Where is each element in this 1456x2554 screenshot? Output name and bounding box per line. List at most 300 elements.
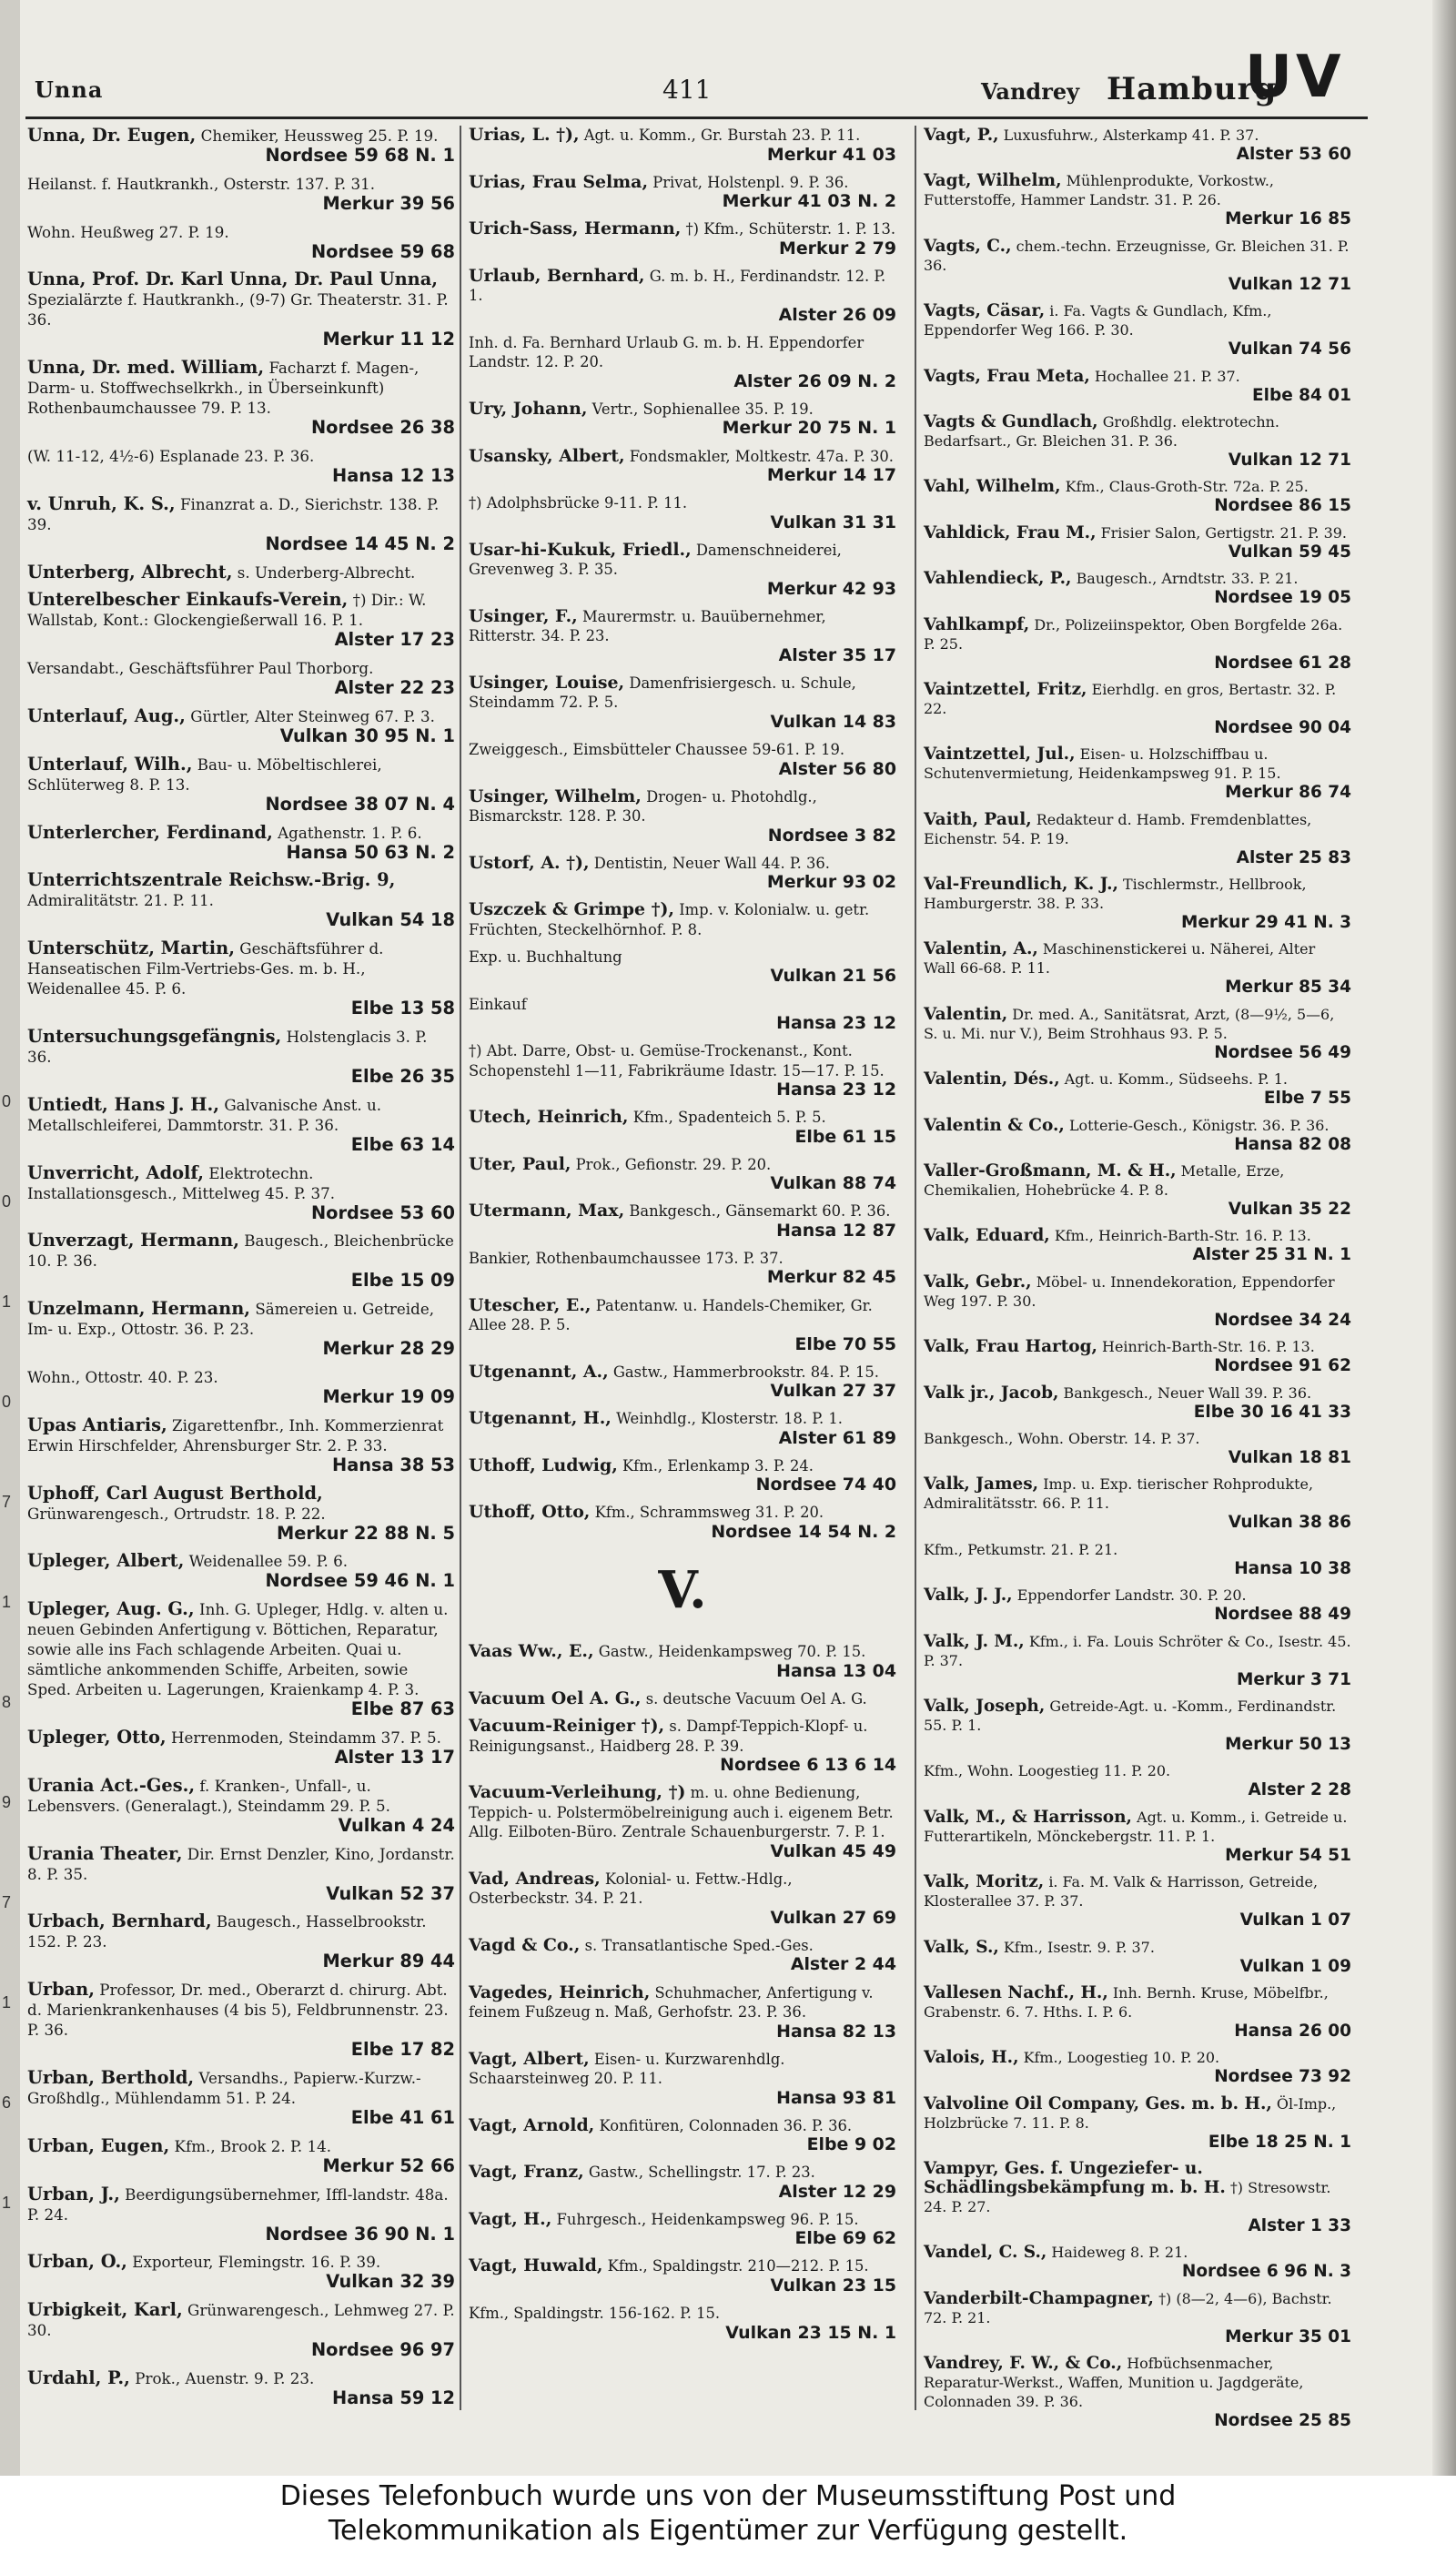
entry-name: Untiedt, Hans J. H., (27, 1093, 219, 1115)
entry-description: Kfm., Petkumstr. 21. P. 21. (924, 1540, 1118, 1558)
entry-phone-number: Elbe 17 82 (350, 2039, 455, 2061)
directory-entry (924, 1808, 1351, 1865)
entry-phone-number: Hansa 23 12 (776, 1013, 896, 1033)
entry-name: Valvoline Oil Company, Ges. m. b. H., (924, 2093, 1272, 2113)
entry-phone-number: Merkur 14 17 (766, 465, 896, 486)
directory-entry (469, 740, 896, 779)
entry-name: Vaintzettel, Jul., (924, 745, 1076, 765)
entry-description: Damenfrisiergesch. u. Schule, Steindamm 72. P. 5. (469, 674, 856, 712)
directory-entry (27, 2136, 455, 2176)
entry-description: †) Adolphsbrücke 9-11. P. 11. (469, 494, 688, 512)
entry-name: Unzelmann, Hermann, (27, 1298, 251, 1320)
entry-description: Dir. Ernst Denzler, Kino, Jordanstr. 8. P. 35. (27, 1844, 455, 1883)
entry-name: Unterlercher, Ferdinand, (27, 821, 273, 843)
entry-name: Urich-Sass, Hermann, (469, 218, 682, 239)
header-city: Hamburg (1107, 71, 1278, 107)
entry-phone-number: Nordsee 74 40 (755, 1475, 896, 1495)
entry-description: Wohn. Heußweg 27. P. 19. (27, 222, 229, 241)
directory-entry (27, 1911, 455, 1971)
entry-phone-number: Vulkan 74 56 (1228, 340, 1351, 360)
entry-description: Admiralitätstr. 21. P. 11. (27, 891, 214, 910)
directory-entry (924, 2048, 1351, 2086)
directory-entry (469, 173, 896, 212)
page-edge-right (1432, 0, 1456, 2476)
entry-name: Valk, Moritz, (924, 1872, 1045, 1892)
directory-entry (469, 1936, 896, 1975)
entry-description: Sämereien u. Getreide, Im- u. Exp., Ottostr. 36. P. 23. (27, 1300, 435, 1339)
entry-name: Valk, Eduard, (924, 1226, 1050, 1246)
entry-phone-number: Merkur 54 51 (1225, 1845, 1351, 1865)
entry-description: Agt. u. Komm., i. Getreide u. Futterartikeln, Mönckebergstr. 11. P. 1. (924, 1808, 1348, 1845)
entry-name: Vad, Andreas, (469, 1868, 601, 1889)
entry-name: Urbach, Bernhard, (27, 1910, 212, 1932)
directory-entry (924, 2159, 1351, 2235)
entry-phone-number: Alster 35 17 (778, 644, 896, 665)
entry-name: Vandrey, F. W., & Co., (924, 2354, 1123, 2374)
entry-name: Ustorf, A. †), (469, 852, 590, 873)
entry-phone-number: Merkur 16 85 (1225, 209, 1351, 229)
entry-phone-number: Merkur 20 75 N. 1 (722, 418, 896, 439)
entry-phone-number: Alster 61 89 (778, 1427, 896, 1448)
entry-name: Val-Freundlich, K. J., (924, 875, 1118, 895)
entry-description: Kfm., Claus-Groth-Str. 72a. P. 25. (1065, 478, 1309, 496)
entry-phone-number: Elbe 13 58 (350, 998, 455, 1019)
directory-entry (469, 2210, 896, 2249)
entry-name: Utgenannt, A., (469, 1361, 609, 1382)
directory-entry (469, 2304, 896, 2343)
entry-description: s. deutsche Vacuum Oel A. G. (645, 1690, 867, 1708)
header-first-entry: Unna (35, 76, 104, 103)
entry-description: Agt. u. Komm., Südseehs. P. 1. (1064, 1070, 1288, 1089)
entry-description: Lotterie-Gesch., Königstr. 36. P. 36. (1068, 1116, 1330, 1134)
entry-name: Uthoff, Ludwig, (469, 1454, 618, 1475)
directory-entry (924, 1761, 1351, 1799)
entry-phone-number: Alster 26 09 N. 2 (733, 370, 896, 391)
entry-description: G. m. b. H., Ferdinandstr. 12. P. 1. (469, 267, 886, 305)
entry-name: Vandel, C. S., (924, 2243, 1047, 2263)
entry-phone-number: Nordsee 6 96 N. 3 (1181, 2262, 1351, 2282)
entry-name: Urbigkeit, Karl, (27, 2299, 183, 2321)
entry-description: Einkauf (469, 995, 527, 1013)
entry-name: Valentin, A., (924, 939, 1038, 959)
entry-name: Vagt, Arnold, (469, 2114, 595, 2135)
entry-description: Kfm., Spaldingstr. 156-162. P. 15. (469, 2305, 721, 2323)
entry-name: Unterlauf, Wilh., (27, 753, 193, 775)
entry-phone-number: Hansa 38 53 (332, 1454, 455, 1475)
entry-description: Prok., Auenstr. 9. P. 23. (135, 2368, 315, 2387)
directory-entry (924, 1383, 1351, 1422)
edge-mark: 1 (2, 2194, 12, 2212)
entry-phone-number: Vulkan 23 15 (770, 2275, 896, 2296)
entry-phone-number: Vulkan 4 24 (338, 1814, 455, 1836)
entry-name: Vahlkampf, (924, 614, 1030, 634)
entry-phone-number: Nordsee 34 24 (1214, 1310, 1351, 1330)
entry-phone-number: Elbe 26 35 (350, 1065, 455, 1087)
directory-entry (469, 1155, 896, 1194)
header-rule (25, 117, 1368, 119)
entry-description: Maurermstr. u. Bauübernehmer, Ritterstr. 34. P. 23. (469, 607, 826, 645)
directory-entry (924, 745, 1351, 802)
page-number: 411 (662, 75, 712, 105)
directory-entry (469, 607, 896, 666)
entry-name: Vagts, Frau Meta, (924, 366, 1090, 386)
directory-entry (924, 1069, 1351, 1108)
entry-phone-number: Merkur 93 02 (766, 872, 896, 893)
entry-phone-number: Vulkan 12 71 (1228, 274, 1351, 294)
entry-phone-number: Alster 25 83 (1236, 847, 1351, 867)
directory-entry (27, 1776, 455, 1836)
entry-phone-number: Alster 26 09 (778, 304, 896, 325)
directory-entry (27, 126, 455, 166)
entry-phone-number: Nordsee 61 28 (1214, 653, 1351, 673)
edge-mark: 0 (2, 1092, 12, 1110)
entry-name: Valk, Joseph, (924, 1696, 1046, 1716)
directory-entry (27, 2300, 455, 2360)
directory-entry (469, 2116, 896, 2155)
entry-phone-number: Nordsee 3 82 (767, 825, 896, 846)
entry-phone-number: Vulkan 14 83 (770, 711, 896, 732)
entry-name: Utgenannt, H., (469, 1408, 612, 1429)
entry-phone-number: Merkur 42 93 (766, 578, 896, 599)
directory-entry (924, 301, 1351, 359)
directory-entry (469, 2050, 896, 2109)
edge-mark: 6 (2, 2093, 12, 2112)
directory-entry (924, 939, 1351, 997)
entry-name: Unterlauf, Aug., (27, 704, 186, 726)
entry-phone-number: Alster 13 17 (334, 1746, 455, 1768)
entry-description: Vertr., Sophienallee 35. P. 19. (592, 400, 814, 418)
entry-phone-number: Merkur 28 29 (322, 1338, 455, 1360)
entry-name: Vagt, H., (469, 2208, 552, 2229)
entry-name: Vagts, C., (924, 236, 1012, 256)
entry-name: Urania Act.-Ges., (27, 1774, 196, 1796)
directory-entry (924, 2094, 1351, 2152)
edge-mark: 8 (2, 1693, 12, 1711)
directory-entry (27, 2068, 455, 2128)
directory-entry (924, 412, 1351, 470)
entry-description: Inh. d. Fa. Bernhard Urlaub G. m. b. H. Eppendorfer Landstr. 12. P. 20. (469, 333, 864, 371)
entry-phone-number: Vulkan 23 15 N. 1 (725, 2322, 896, 2343)
directory-entry (924, 569, 1351, 607)
entry-description: Baugesch., Bleichenbrücke 10. P. 36. (27, 1231, 454, 1271)
entry-description: Gürtler, Alter Steinweg 67. P. 3. (190, 706, 435, 725)
entry-name: Valk, J. J., (924, 1586, 1013, 1606)
entry-name: Usansky, Albert, (469, 445, 625, 466)
directory-entry (27, 1231, 455, 1291)
edge-mark: 9 (2, 1793, 12, 1811)
directory-entry (924, 810, 1351, 867)
entry-name: Vagd & Co., (469, 1934, 581, 1955)
entry-description: Galvanische Anst. u. Metallschleiferei, Dammtorstr. 31. P. 36. (27, 1095, 382, 1134)
directory-entry (27, 1484, 455, 1544)
entry-description: Kfm., Isestr. 9. P. 37. (1003, 1938, 1155, 1956)
entry-phone-number: Nordsee 73 92 (1214, 2067, 1351, 2087)
entry-phone-number: Nordsee 86 15 (1214, 496, 1351, 516)
entry-name: Uszczek & Grimpe †), (469, 899, 675, 920)
entry-description: s. Dampf-Teppich-Klopf- u. Reinigungsanst., Haidberg 28. P. 39. (469, 1718, 868, 1755)
entry-description: Gastw., Hammerbrookstr. 84. P. 15. (612, 1363, 879, 1381)
entry-phone-number: Merkur 22 88 N. 5 (276, 1522, 455, 1544)
entry-phone-number: Vulkan 35 22 (1228, 1200, 1351, 1220)
entry-description: Frisier Salon, Gertigstr. 21. P. 39. (1100, 523, 1348, 542)
directory-entry (924, 1272, 1351, 1330)
entry-name: Unterberg, Albrecht, (27, 561, 233, 583)
entry-description: Baugesch., Hasselbrookstr. 152. P. 23. (27, 1912, 427, 1951)
entry-name: Valk, James, (924, 1475, 1039, 1495)
directory-entry (924, 1872, 1351, 1930)
entry-phone-number: Nordsee 25 85 (1214, 2411, 1351, 2431)
entry-description: Spezialärzte f. Hautkrankh., (9-7) Gr. Theaterstr. 31. P. 36. (27, 290, 449, 329)
entry-description: Fuhrgesch., Heidenkampsweg 96. P. 15. (556, 2210, 859, 2228)
entry-phone-number: Nordsee 14 45 N. 2 (265, 532, 455, 554)
directory-entry (27, 755, 455, 815)
directory-entry (27, 358, 455, 438)
directory-entry (924, 1161, 1351, 1219)
directory-entry (469, 1717, 896, 1776)
entry-name: Usar-hi-Kukuk, Friedl., (469, 539, 692, 560)
directory-entry (469, 333, 896, 392)
page-header (25, 44, 1381, 115)
entry-name: Vagts & Gundlach, (924, 411, 1098, 431)
entry-phone-number: Vulkan 1 07 (1239, 1910, 1351, 1931)
footer-line-2: Telekommunikation als Eigentümer zur Verfügung gestellt. (328, 2515, 1128, 2547)
entry-phone-number: Merkur 41 03 N. 2 (722, 191, 896, 212)
entry-description: Schuhmacher, Anfertigung v. feinem Fußzeug n. Maß, Gerhofstr. 23. P. 36. (469, 1983, 874, 2021)
entry-phone-number: Alster 56 80 (778, 758, 896, 779)
entry-name: Upleger, Albert, (27, 1550, 185, 1572)
entry-description: Agathenstr. 1. P. 6. (278, 823, 422, 842)
entry-name: Vahlendieck, P., (924, 569, 1072, 589)
entry-phone-number: Vulkan 18 81 (1228, 1447, 1351, 1467)
entry-phone-number: Merkur 29 41 N. 3 (1181, 913, 1351, 933)
column-2 (469, 126, 896, 2351)
entry-description: Kfm., Brook 2. P. 14. (174, 2136, 332, 2155)
directory-entry (924, 1337, 1351, 1375)
entry-phone-number: Vulkan 31 31 (770, 512, 896, 532)
entry-phone-number: Nordsee 91 62 (1214, 1356, 1351, 1376)
directory-entry (924, 1116, 1351, 1154)
footer-notice (0, 2476, 1456, 2554)
entry-phone-number: Elbe 84 01 (1252, 385, 1351, 405)
entry-description: Metalle, Erze, Chemikalien, Hohebrücke 4. P. 8. (924, 1162, 1285, 1200)
directory-entry (924, 1429, 1351, 1467)
entry-description: Bankgesch., Neuer Wall 39. P. 36. (1063, 1383, 1312, 1402)
entry-phone-number: Hansa 23 12 (776, 1079, 896, 1100)
directory-entry (469, 854, 896, 893)
entry-name: Vaith, Paul, (924, 809, 1032, 829)
directory-entry (27, 1163, 455, 1223)
directory-entry (469, 267, 896, 326)
edge-mark: 7 (2, 1893, 12, 1911)
entry-name: Usinger, F., (469, 605, 578, 626)
directory-entry (924, 1697, 1351, 1754)
entry-description: i. Fa. Vagts & Gundlach, Kfm., Eppendorfer Weg 166. P. 30. (924, 302, 1272, 340)
entry-name: Unverzagt, Hermann, (27, 1230, 239, 1252)
entry-phone-number: Alster 2 44 (790, 1954, 896, 1975)
entry-description: Redakteur d. Hamb. Fremdenblattes, Eichenstr. 54. P. 19. (924, 810, 1312, 847)
entry-name: Usinger, Wilhelm, (469, 785, 642, 806)
entry-phone-number: Elbe 63 14 (350, 1133, 455, 1155)
directory-entry (924, 680, 1351, 737)
entry-description: Konfitüren, Colonnaden 36. P. 36. (599, 2116, 853, 2134)
section-heading: V. (658, 1560, 707, 1621)
entry-phone-number: Merkur 3 71 (1237, 1669, 1351, 1689)
entry-phone-number: Vulkan 27 69 (770, 1907, 896, 1928)
directory-entry (27, 1415, 455, 1475)
entry-name: Valler-Großmann, M. & H., (924, 1161, 1177, 1181)
entry-description: †) Stresowstr. 24. P. 27. (924, 2179, 1331, 2216)
directory-entry (469, 447, 896, 486)
directory-entry (924, 1983, 1351, 2041)
entry-phone-number: Merkur 89 44 (322, 1951, 455, 1972)
edge-mark: 1 (2, 1993, 12, 2012)
entry-name: Vahldick, Frau M., (924, 522, 1097, 542)
entry-phone-number: Nordsee 56 49 (1214, 1042, 1351, 1062)
entry-name: Untersuchungsgefängnis, (27, 1025, 282, 1047)
entry-phone-number: Merkur 85 34 (1225, 978, 1351, 998)
entry-description: Dentistin, Neuer Wall 44. P. 36. (593, 854, 830, 872)
entry-phone-number: Vulkan 32 39 (326, 2271, 455, 2293)
entry-description: f. Kranken-, Unfall-, u. Lebensvers. (Generalagt.), Steindamm 29. P. 5. (27, 1776, 390, 1815)
entry-description: Bankier, Rothenbaumchaussee 173. P. 37. (469, 1249, 784, 1267)
entry-description: Wohn., Ottostr. 40. P. 23. (27, 1367, 218, 1386)
entry-phone-number: Alster 25 31 N. 1 (1192, 1245, 1351, 1265)
entry-name: Urias, L. †), (469, 125, 580, 145)
entry-description: Kfm., Spaldingstr. 210—212. P. 15. (607, 2257, 869, 2275)
entry-description: Bankgesch., Gänsemarkt 60. P. 36. (629, 1202, 891, 1221)
entry-name: Urias, Frau Selma, (469, 171, 649, 192)
directory-entry (469, 219, 896, 258)
entry-description: (W. 11-12, 4½-6) Esplanade 23. P. 36. (27, 446, 315, 465)
directory-entry (924, 2243, 1351, 2281)
directory-entry (469, 1363, 896, 1402)
entry-phone-number: Merkur 52 66 (322, 2154, 455, 2176)
directory-entry (469, 541, 896, 600)
entry-name: Unterschütz, Martin, (27, 937, 235, 959)
directory-entry (469, 1783, 896, 1861)
entry-description: Geschäftsführer d. Hanseatischen Film-Vertriebs-Ges. m. b. H., Weidenallee 45. P. 6. (27, 939, 384, 998)
directory-entry (469, 493, 896, 532)
directory-entry (924, 237, 1351, 294)
entry-name: Utermann, Max, (469, 1201, 625, 1221)
column-divider (460, 126, 461, 2410)
directory-entry (924, 1005, 1351, 1062)
entry-name: Utech, Heinrich, (469, 1107, 629, 1128)
entry-name: Vagt, P., (924, 126, 999, 145)
entry-description: Getreide-Agt. u. -Komm., Ferdinandstr. 55. P. 1. (924, 1697, 1337, 1734)
entry-phone-number: Hansa 82 13 (776, 2021, 896, 2042)
directory-entry (27, 1844, 455, 1904)
directory-entry (469, 1503, 896, 1542)
directory-entry (924, 875, 1351, 932)
directory-entry (27, 823, 455, 863)
entry-description: Grünwarengesch., Ortrudstr. 18. P. 22. (27, 1504, 326, 1523)
entry-phone-number: Nordsee 90 04 (1214, 717, 1351, 737)
directory-entry (27, 706, 455, 746)
entry-description: Prok., Gefionstr. 29. P. 20. (575, 1155, 772, 1173)
edge-mark: 7 (2, 1493, 12, 1511)
entry-phone-number: Nordsee 53 60 (310, 1201, 455, 1223)
entry-description: Patentanw. u. Handels-Chemiker, Gr. Allee 28. P. 5. (469, 1296, 873, 1334)
entry-description: Kolonial- u. Fettw.-Hdlg., Osterbeckstr. 34. P. 21. (469, 1870, 793, 1908)
directory-entry (27, 2184, 455, 2245)
directory-entry (469, 400, 896, 439)
entry-phone-number: Merkur 86 74 (1225, 783, 1351, 803)
entry-name: Utescher, E., (469, 1294, 592, 1315)
entry-phone-number: Merkur 2 79 (779, 238, 896, 258)
entry-name: Usinger, Louise, (469, 672, 625, 693)
entry-name: Valois, H., (924, 2048, 1019, 2068)
entry-phone-number: Vulkan 27 37 (770, 1381, 896, 1402)
entry-description: Kfm., Erlenkamp 3. P. 24. (622, 1456, 814, 1475)
entry-name: Vagt, Wilhelm, (924, 171, 1062, 191)
entry-name: Urania Theater, (27, 1842, 183, 1864)
directory-entry (469, 2256, 896, 2296)
entry-phone-number: Vulkan 88 74 (770, 1173, 896, 1194)
entry-description: Agt. u. Komm., Gr. Burstah 23. P. 11. (583, 127, 861, 144)
directory-entry (924, 477, 1351, 515)
entry-phone-number: Hansa 82 08 (1234, 1134, 1351, 1154)
entry-description: Möbel- u. Innendekoration, Eppendorfer Weg 197. P. 30. (924, 1272, 1335, 1310)
entry-name: Unna, Dr. med. William, (27, 357, 265, 379)
entry-description: Tischlermstr., Hellbrook, Hamburgerstr. 38. P. 33. (924, 876, 1307, 913)
entry-phone-number: Elbe 30 16 41 33 (1193, 1402, 1351, 1422)
directory-entry (27, 494, 455, 554)
entry-name: Vampyr, Ges. f. Ungeziefer- u. Schädlingsbekämpfung m. b. H. (924, 2159, 1226, 2198)
entry-phone-number: Vulkan 1 09 (1239, 1956, 1351, 1976)
entry-description: Grünwarengesch., Lehmweg 27. P. 30. (27, 2301, 455, 2340)
entry-name: Vagt, Albert, (469, 2048, 590, 2069)
entry-description: Heinrich-Barth-Str. 16. P. 13. (1102, 1338, 1315, 1356)
directory-entry (27, 1980, 455, 2060)
entry-phone-number: Vulkan 45 49 (770, 1840, 896, 1861)
entry-description: Holstenglacis 3. P. 36. (27, 1027, 428, 1066)
entry-name: Valk, S., (924, 1937, 999, 1957)
entry-description: Hofbüchsenmacher, Reparatur-Werkst., Waffen, Munition u. Jagdgeräte, Colonnaden 39. P. 36. (924, 2355, 1304, 2411)
entry-description: Kfm., Heinrich-Barth-Str. 16. P. 13. (1054, 1227, 1311, 1245)
entry-description: Eppendorfer Landstr. 30. P. 20. (1016, 1586, 1247, 1605)
entry-name: Urban, O., (27, 2251, 127, 2273)
entry-description: Heilanst. f. Hautkrankh., Osterstr. 137. P. 31. (27, 174, 376, 193)
entry-description: †) Abt. Darre, Obst- u. Gemüse-Trockenanst., Kont. Schopenstehl 1—11, Fabrikräume Idastr. 15—17. P. 15. (469, 1042, 885, 1079)
directory-entry (469, 1983, 896, 2042)
entry-name: Vanderbilt-Champagner, (924, 2288, 1154, 2308)
directory-entry (469, 1456, 896, 1495)
entry-description: Damenschneiderei, Grevenweg 3. P. 35. (469, 541, 842, 579)
entry-description: Chemiker, Heussweg 25. P. 19. (200, 127, 439, 145)
entry-name: Vaintzettel, Fritz, (924, 679, 1087, 699)
directory-entry (469, 1870, 896, 1929)
directory-entry (27, 1551, 455, 1591)
directory-entry (27, 1095, 455, 1155)
directory-entry (27, 938, 455, 1019)
entry-description: Bau- u. Möbeltischlerei, Schlüterweg 8. P. 13. (27, 755, 382, 794)
directory-entry (469, 948, 896, 987)
directory-entry (27, 1599, 455, 1719)
entry-phone-number: Alster 53 60 (1236, 145, 1351, 164)
entry-name: Valk, M., & Harrisson, (924, 1807, 1132, 1827)
entry-phone-number: Alster 17 23 (334, 629, 455, 651)
entry-phone-number: Vulkan 38 86 (1228, 1513, 1351, 1533)
directory-entry (27, 2368, 455, 2408)
entry-name: Unna, Prof. Dr. Karl Unna, Dr. Paul Unna, (27, 269, 439, 290)
entry-name: Urban, J., (27, 2183, 120, 2204)
directory-entry (924, 2289, 1351, 2346)
entry-name: Unterelbescher Einkaufs-Verein, (27, 589, 349, 611)
directory-entry (469, 126, 896, 165)
entry-description: Inh. G. Upleger, Hdlg. v. alten u. neuen Gebinden Anfertigung v. Böttichen, Reparatur, sowie alle ins Fach schlagende Arbeiten. Quai u. sämtliche ankommenden Schiffe, Arbeiten, sowie Sped. Arbeiten u. Lagerungen, Kraienkamp 4. P. 3. (27, 1600, 449, 1699)
directory-entry (469, 1689, 896, 1709)
